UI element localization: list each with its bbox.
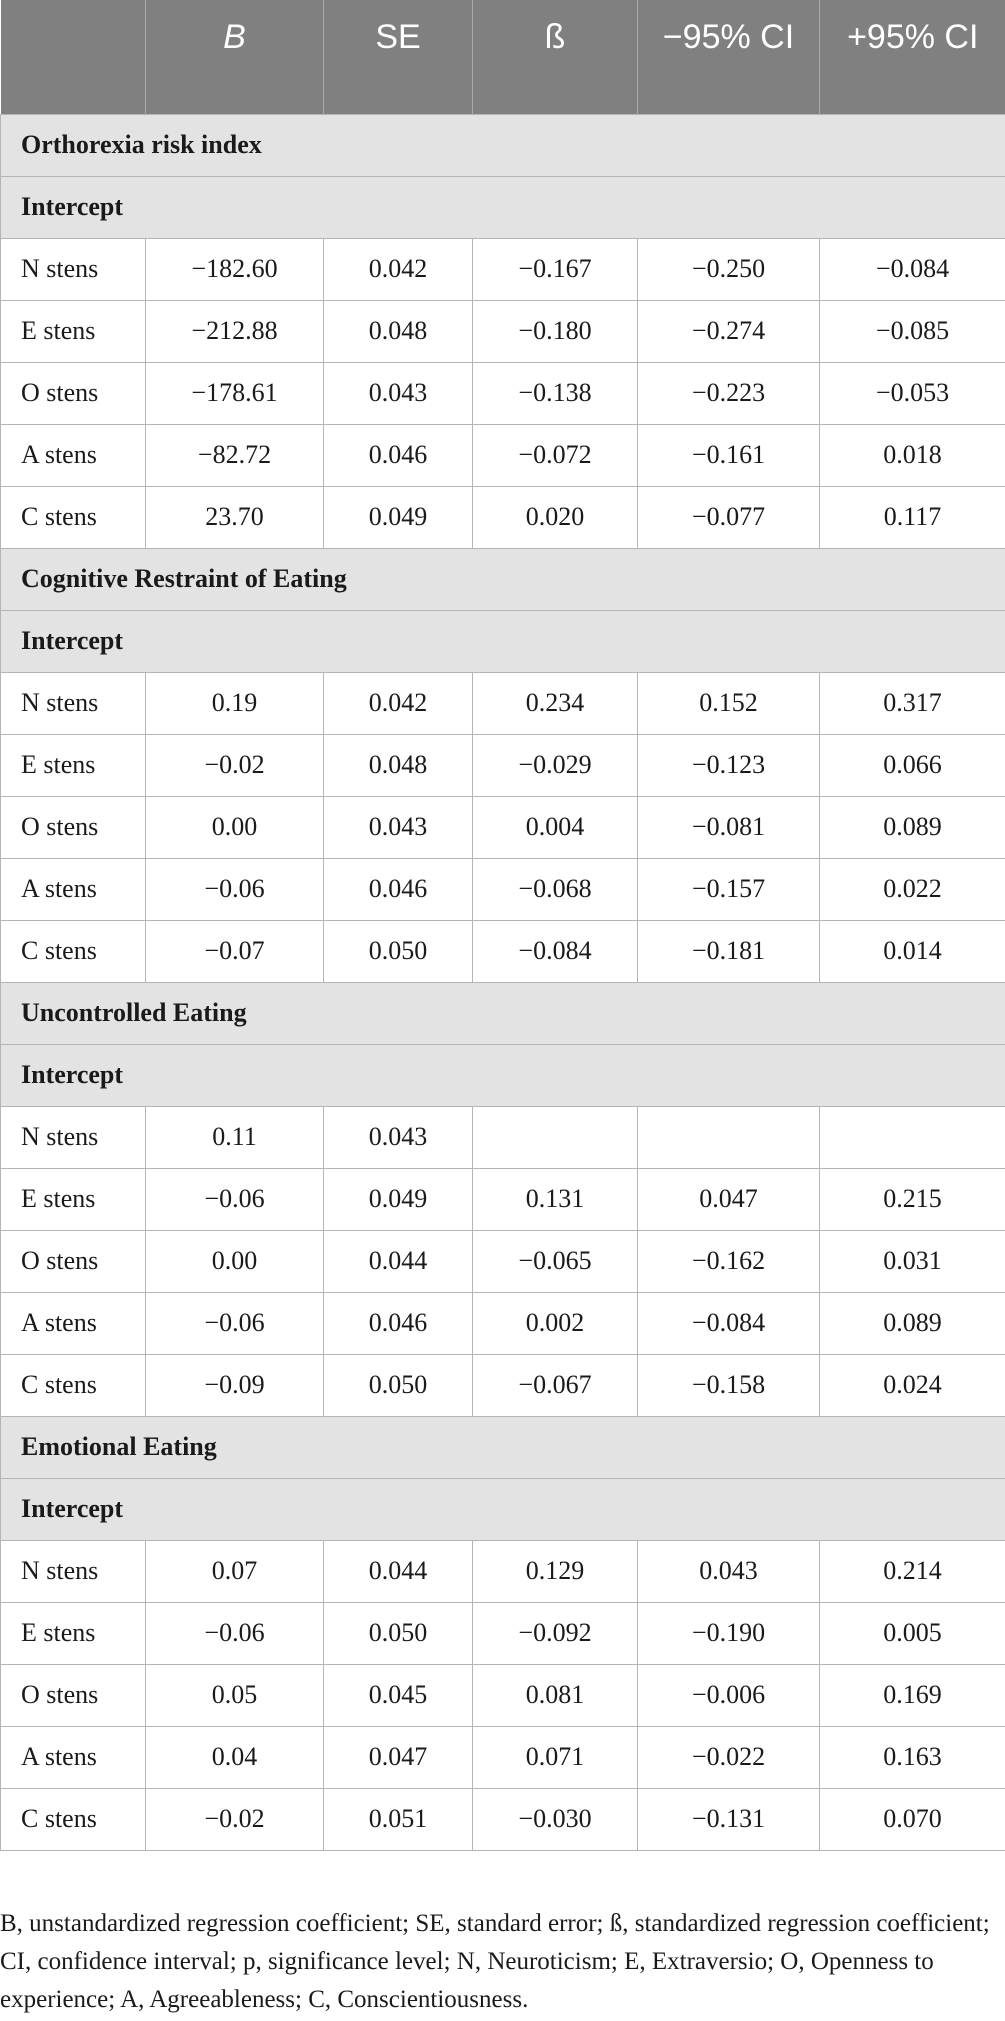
lower-ci-cell: −0.274 (638, 300, 820, 362)
se-cell: 0.050 (324, 1602, 473, 1664)
lower-ci-cell: −0.123 (638, 734, 820, 796)
beta-cell: 0.234 (473, 672, 638, 734)
table-row (1, 920, 1005, 982)
beta-cell: −0.068 (473, 858, 638, 920)
upper-ci-cell: −0.084 (820, 238, 1005, 300)
b-cell: −0.06 (146, 858, 324, 920)
upper-ci-cell: 0.163 (820, 1726, 1005, 1788)
se-cell: 0.042 (324, 672, 473, 734)
lower-ci-cell: −0.181 (638, 920, 820, 982)
section-header-row (1, 548, 1005, 610)
se-cell: 0.043 (324, 796, 473, 858)
b-cell: −0.07 (146, 920, 324, 982)
beta-cell: −0.138 (473, 362, 638, 424)
table-row (1, 1726, 1005, 1788)
b-cell: −0.02 (146, 734, 324, 796)
table-row (1, 1106, 1005, 1168)
section-header-row (1, 114, 1005, 176)
beta-cell: −0.180 (473, 300, 638, 362)
lower-ci-cell: −0.022 (638, 1726, 820, 1788)
lower-ci-cell: −0.006 (638, 1664, 820, 1726)
b-cell: 0.19 (146, 672, 324, 734)
table-row (1, 300, 1005, 362)
se-cell: 0.046 (324, 858, 473, 920)
b-cell: 0.00 (146, 796, 324, 858)
intercept-row (1, 176, 1005, 238)
table-row (1, 362, 1005, 424)
table-row (1, 1664, 1005, 1726)
se-cell: 0.043 (324, 362, 473, 424)
b-cell: −0.06 (146, 1168, 324, 1230)
predictor-cell: C stens (1, 486, 146, 548)
lower-ci-cell: 0.152 (638, 672, 820, 734)
predictor-cell: N stens (1, 1106, 146, 1168)
upper-ci-cell: 0.070 (820, 1788, 1005, 1850)
b-cell: −0.09 (146, 1354, 324, 1416)
upper-ci-cell: 0.089 (820, 1292, 1005, 1354)
b-cell: −182.60 (146, 238, 324, 300)
predictor-cell: N stens (1, 672, 146, 734)
table-row (1, 1292, 1005, 1354)
predictor-cell: O stens (1, 796, 146, 858)
predictor-cell: A stens (1, 1726, 146, 1788)
table-row (1, 1602, 1005, 1664)
upper-ci-cell: 0.024 (820, 1354, 1005, 1416)
beta-cell: −0.092 (473, 1602, 638, 1664)
lower-ci-cell: −0.158 (638, 1354, 820, 1416)
upper-ci-cell: 0.031 (820, 1230, 1005, 1292)
se-cell: 0.051 (324, 1788, 473, 1850)
predictor-cell: O stens (1, 362, 146, 424)
upper-ci-cell: −0.085 (820, 300, 1005, 362)
beta-cell: 0.002 (473, 1292, 638, 1354)
upper-ci-cell: 0.022 (820, 858, 1005, 920)
lower-ci-cell: −0.250 (638, 238, 820, 300)
table-row (1, 424, 1005, 486)
table-row (1, 1168, 1005, 1230)
lower-ci-cell: −0.077 (638, 486, 820, 548)
lower-ci-cell: −0.157 (638, 858, 820, 920)
intercept-label: Intercept (1, 176, 1005, 238)
intercept-row (1, 1044, 1005, 1106)
predictor-cell: C stens (1, 920, 146, 982)
lower-ci-cell: −0.190 (638, 1602, 820, 1664)
b-cell: 0.00 (146, 1230, 324, 1292)
beta-cell: −0.072 (473, 424, 638, 486)
upper-ci-cell: 0.317 (820, 672, 1005, 734)
upper-ci-cell: 0.215 (820, 1168, 1005, 1230)
b-cell: −0.06 (146, 1292, 324, 1354)
se-cell: 0.050 (324, 920, 473, 982)
predictor-cell: O stens (1, 1230, 146, 1292)
upper-ci-cell: 0.117 (820, 486, 1005, 548)
lower-ci-cell: −0.161 (638, 424, 820, 486)
b-cell: −0.06 (146, 1602, 324, 1664)
b-cell: 0.11 (146, 1106, 324, 1168)
b-cell: −178.61 (146, 362, 324, 424)
lower-ci-cell: −0.081 (638, 796, 820, 858)
predictor-cell: E stens (1, 300, 146, 362)
header-row (1, 0, 1005, 114)
table-row (1, 796, 1005, 858)
b-cell: −212.88 (146, 300, 324, 362)
table-row (1, 1354, 1005, 1416)
predictor-cell: A stens (1, 424, 146, 486)
beta-cell: 0.131 (473, 1168, 638, 1230)
intercept-row (1, 1478, 1005, 1540)
header-lower-ci: −95% CI (638, 0, 820, 114)
b-cell: 0.05 (146, 1664, 324, 1726)
se-cell: 0.044 (324, 1540, 473, 1602)
b-cell: 0.04 (146, 1726, 324, 1788)
table-row (1, 672, 1005, 734)
beta-cell: −0.030 (473, 1788, 638, 1850)
lower-ci-cell: 0.043 (638, 1540, 820, 1602)
section-title: Cognitive Restraint of Eating (1, 548, 1005, 610)
predictor-cell: C stens (1, 1354, 146, 1416)
beta-cell (473, 1106, 638, 1168)
predictor-cell: C stens (1, 1788, 146, 1850)
predictor-cell: E stens (1, 1602, 146, 1664)
table-row (1, 858, 1005, 920)
section-title: Emotional Eating (1, 1416, 1005, 1478)
predictor-cell: O stens (1, 1664, 146, 1726)
beta-cell: −0.029 (473, 734, 638, 796)
predictor-cell: E stens (1, 734, 146, 796)
predictor-cell: E stens (1, 1168, 146, 1230)
se-cell: 0.049 (324, 486, 473, 548)
upper-ci-cell: 0.014 (820, 920, 1005, 982)
section-header-row (1, 1416, 1005, 1478)
lower-ci-cell (638, 1106, 820, 1168)
b-cell: −0.02 (146, 1788, 324, 1850)
se-cell: 0.047 (324, 1726, 473, 1788)
header-beta: ß (473, 0, 638, 114)
beta-cell: 0.020 (473, 486, 638, 548)
beta-cell: 0.004 (473, 796, 638, 858)
se-cell: 0.046 (324, 424, 473, 486)
table-row (1, 1540, 1005, 1602)
table-row (1, 486, 1005, 548)
beta-cell: −0.065 (473, 1230, 638, 1292)
upper-ci-cell: 0.089 (820, 796, 1005, 858)
se-cell: 0.050 (324, 1354, 473, 1416)
table-row (1, 238, 1005, 300)
upper-ci-cell: 0.214 (820, 1540, 1005, 1602)
b-cell: −82.72 (146, 424, 324, 486)
predictor-cell: N stens (1, 238, 146, 300)
beta-cell: 0.071 (473, 1726, 638, 1788)
intercept-row (1, 610, 1005, 672)
lower-ci-cell: −0.223 (638, 362, 820, 424)
se-cell: 0.045 (324, 1664, 473, 1726)
beta-cell: 0.129 (473, 1540, 638, 1602)
se-cell: 0.044 (324, 1230, 473, 1292)
table-row (1, 1230, 1005, 1292)
intercept-label: Intercept (1, 1044, 1005, 1106)
b-cell: 23.70 (146, 486, 324, 548)
beta-cell: −0.167 (473, 238, 638, 300)
se-cell: 0.043 (324, 1106, 473, 1168)
upper-ci-cell (820, 1106, 1005, 1168)
predictor-cell: N stens (1, 1540, 146, 1602)
header-predictor (1, 0, 146, 114)
se-cell: 0.046 (324, 1292, 473, 1354)
lower-ci-cell: −0.131 (638, 1788, 820, 1850)
header-b: B (146, 0, 324, 114)
se-cell: 0.048 (324, 734, 473, 796)
upper-ci-cell: 0.018 (820, 424, 1005, 486)
table-footnote: B, unstandardized regression coefficient; SE, standard error; ß, standardized regression coefficient; CI, confidence interval; p, significance level; N, Neuroticism; E, Extraversio; O, Openness to experience; A, Agreeableness; C, Conscientiousness. (0, 1910, 990, 2013)
section-title: Orthorexia risk index (1, 114, 1005, 176)
beta-cell: −0.067 (473, 1354, 638, 1416)
beta-cell: −0.084 (473, 920, 638, 982)
se-cell: 0.048 (324, 300, 473, 362)
upper-ci-cell: 0.005 (820, 1602, 1005, 1664)
upper-ci-cell: −0.053 (820, 362, 1005, 424)
predictor-cell: A stens (1, 858, 146, 920)
table-row (1, 734, 1005, 796)
b-cell: 0.07 (146, 1540, 324, 1602)
header-se: SE (324, 0, 473, 114)
lower-ci-cell: 0.047 (638, 1168, 820, 1230)
upper-ci-cell: 0.066 (820, 734, 1005, 796)
intercept-label: Intercept (1, 1478, 1005, 1540)
predictor-cell: A stens (1, 1292, 146, 1354)
section-header-row (1, 982, 1005, 1044)
section-title: Uncontrolled Eating (1, 982, 1005, 1044)
lower-ci-cell: −0.084 (638, 1292, 820, 1354)
header-upper-ci: +95% CI (820, 0, 1005, 114)
se-cell: 0.042 (324, 238, 473, 300)
lower-ci-cell: −0.162 (638, 1230, 820, 1292)
upper-ci-cell: 0.169 (820, 1664, 1005, 1726)
beta-cell: 0.081 (473, 1664, 638, 1726)
table-row (1, 1788, 1005, 1850)
intercept-label: Intercept (1, 610, 1005, 672)
se-cell: 0.049 (324, 1168, 473, 1230)
